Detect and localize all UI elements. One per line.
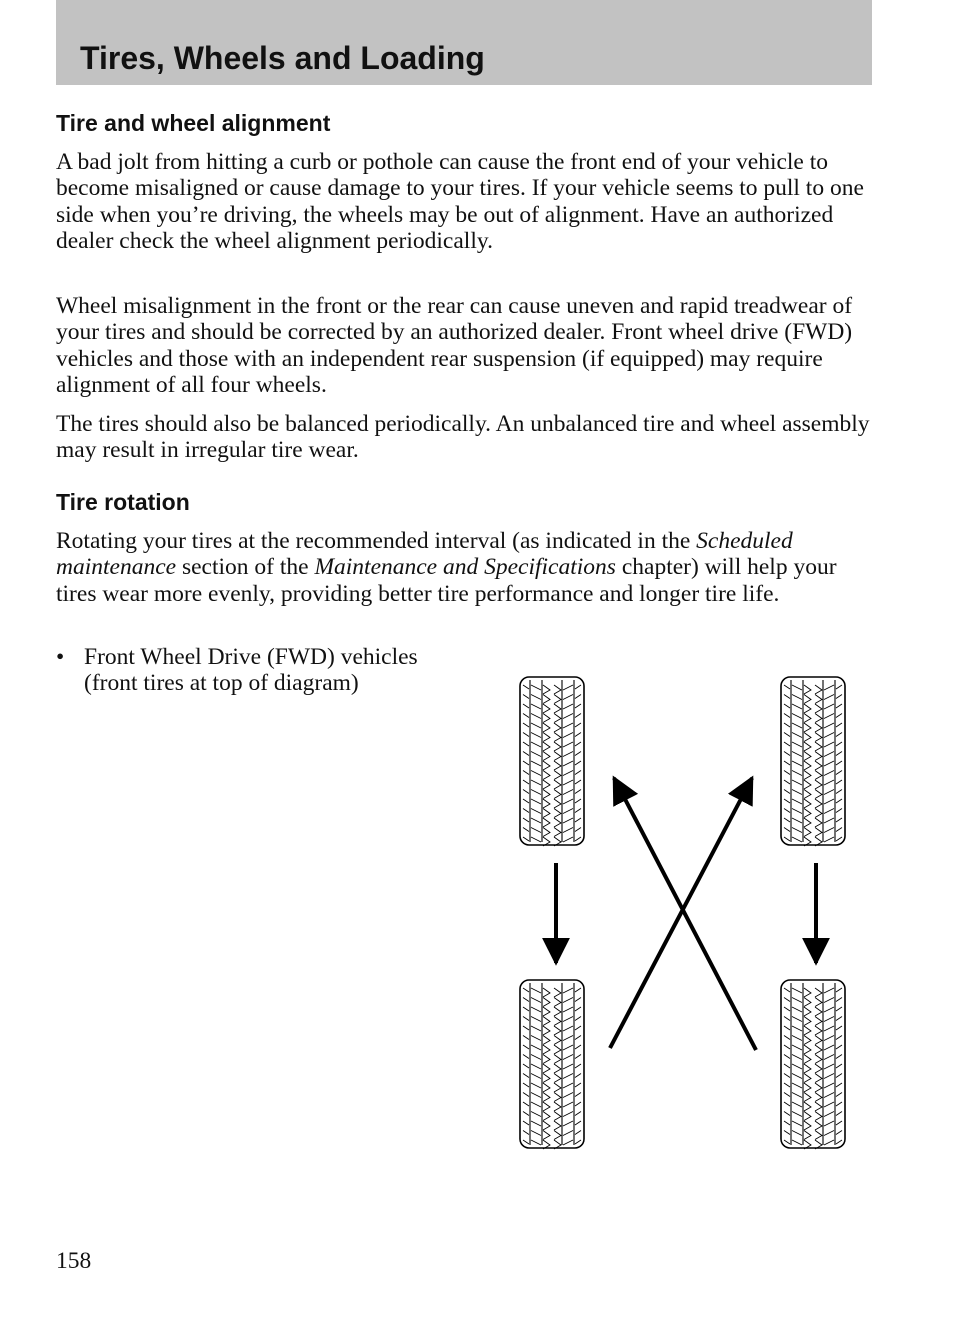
arrow-rear-right-to-front-left (614, 778, 756, 1050)
maintenance-specifications-ref: Maintenance and Specifications (314, 554, 616, 581)
front-right-tire (781, 677, 845, 846)
alignment-paragraph-1: A bad jolt from hitting a curb or pothole can cause the front end of your vehicle to become misaligned or cause damage to your tires. If your vehicle seems to pull to one side when you’re driving, the wheels may be out of alignment. Have an authorized dealer check the wheel alignment periodically. (56, 149, 864, 255)
arrow-rear-left-to-front-right (610, 778, 752, 1048)
header-bar (56, 0, 872, 85)
rotation-text-c: chapter) will help your tires wear more evenly, providing better tire performance and longer tire life. (56, 554, 837, 607)
alignment-paragraph-2: Wheel misalignment in the front or the rear can cause uneven and rapid treadwear of your tires and should be corrected by an authorized dealer. Front wheel drive (FWD) vehicles and those with an independent rear suspension (if equipped) may require alignment of all four wheels. (56, 293, 853, 399)
front-left-tire (520, 677, 584, 846)
scheduled-maintenance-ref: Scheduled maintenance (56, 528, 793, 581)
page-title: Tires, Wheels and Loading (80, 40, 485, 76)
tire-rotation-diagram (500, 660, 860, 1160)
alignment-paragraph-3: The tires should also be balanced periodically. An unbalanced tire and wheel assembly may result in irregular tire wear. (56, 411, 870, 464)
rotation-text-b: section of the (176, 554, 315, 581)
rotation-heading: Tire rotation (56, 489, 190, 515)
page-number: 158 (56, 1248, 92, 1274)
bullet-text: Front Wheel Drive (FWD) vehicles (front tires at top of diagram) (84, 644, 418, 697)
rear-left-tire (520, 980, 584, 1149)
alignment-heading: Tire and wheel alignment (56, 110, 331, 136)
rear-right-tire (781, 980, 845, 1149)
bullet-dot: • (56, 644, 65, 670)
rotation-text-a: Rotating your tires at the recommended interval (as indicated in the (56, 528, 697, 554)
rotation-paragraph (56, 528, 871, 607)
